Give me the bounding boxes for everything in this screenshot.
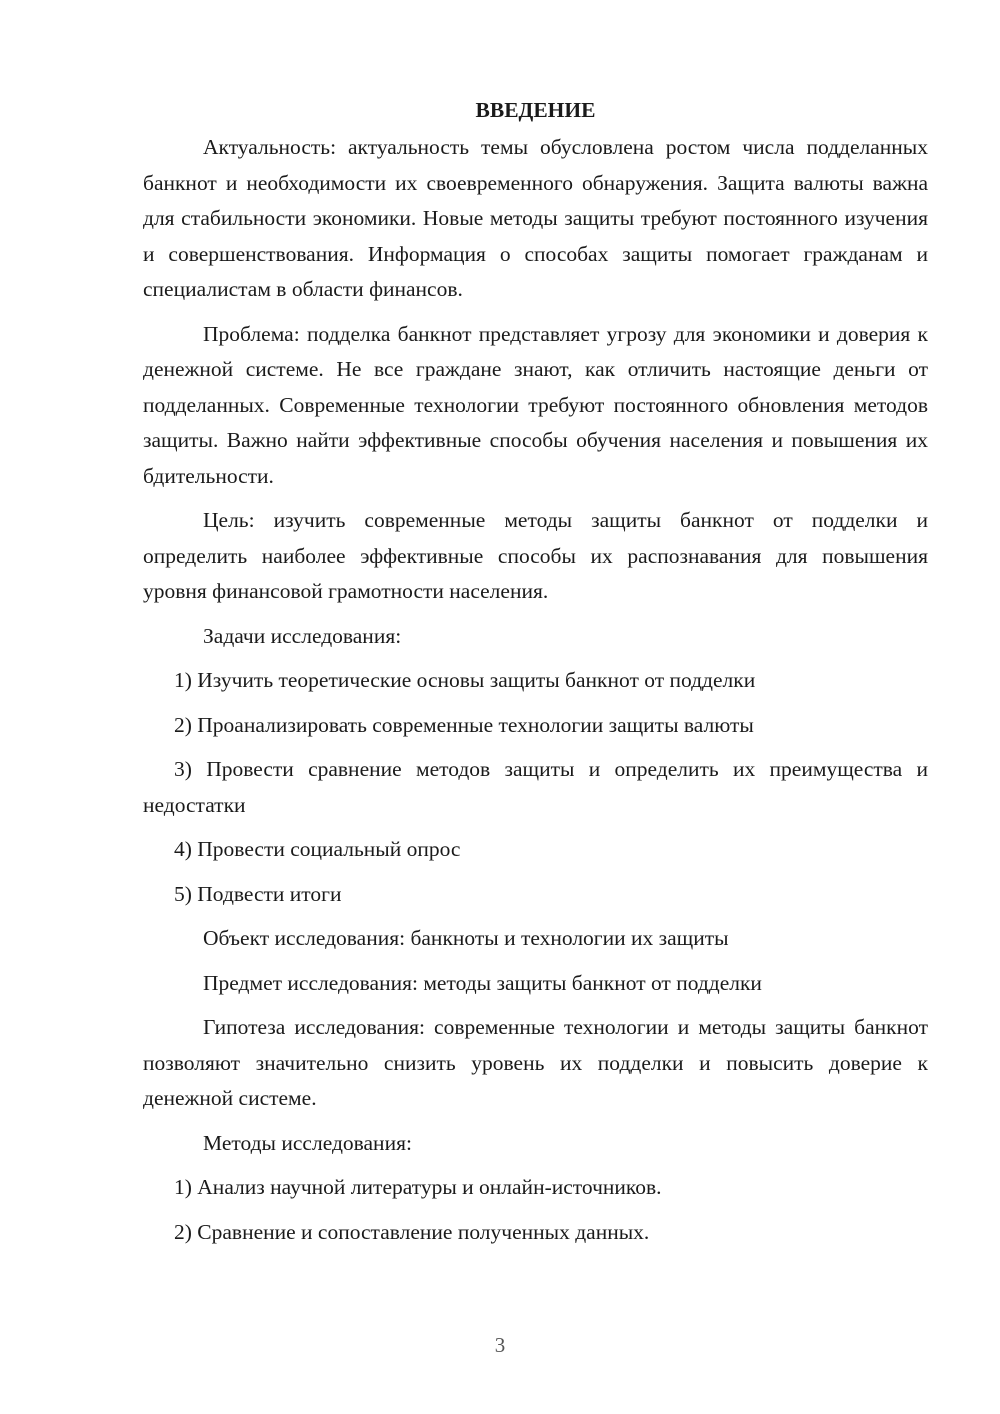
page-number: 3 — [494, 1333, 506, 1357]
research-subject: Предмет исследования: методы защиты банкнот от подделки — [203, 970, 762, 995]
task-item-3: 3) Провести сравнение методов защиты и определить их преимущества и недостатки — [143, 757, 928, 817]
research-hypothesis: Гипотеза исследования: современные технологии и методы защиты банкнот позволяют значительно снизить уровень их подделки и повысить доверие к денежной системе. — [143, 1015, 928, 1110]
task-item-5: 5) Подвести итоги — [174, 881, 342, 906]
paragraph-goal: Цель: изучить современные методы защиты банкнот от подделки и определить наиболее эффективные способы их распознавания для повышения уровня финансовой грамотности населения. — [143, 508, 928, 603]
paragraph-relevance: Актуальность: актуальность темы обусловлена ростом числа подделанных банкнот и необходимости их своевременного обнаружения. Защита валюты важна для стабильности экономики. Новые методы защиты требуют постоянного изучения и совершенствования. Информация о способах защиты помогает гражданам и специалистам в области финансов. — [143, 135, 928, 301]
paragraph-problem: Проблема: подделка банкнот представляет угрозу для экономики и доверия к денежной системе. Не все граждане знают, как отличить настоящие деньги от подделанных. Современные технологии требуют постоянного обновления методов защиты. Важно найти эффективные способы обучения населения и повышения их бдительности. — [143, 321, 928, 488]
task-item-4: 4) Провести социальный опрос — [174, 837, 461, 861]
tasks-heading: Задачи исследования: — [203, 623, 402, 648]
task-item-2: 2) Проанализировать современные технологии защиты валюты — [174, 712, 754, 737]
method-item-1: 1) Анализ научной литературы и онлайн-источников. — [174, 1175, 662, 1199]
methods-heading: Методы исследования: — [203, 1130, 412, 1155]
method-item-2: 2) Сравнение и сопоставление полученных данных. — [174, 1219, 650, 1244]
research-object: Объект исследования: банкноты и технологии их защиты — [203, 926, 729, 950]
document-page — [143, 92, 928, 1259]
page-title: ВВЕДЕНИЕ — [475, 98, 596, 122]
task-item-1: 1) Изучить теоретические основы защиты банкнот от подделки — [174, 668, 756, 692]
